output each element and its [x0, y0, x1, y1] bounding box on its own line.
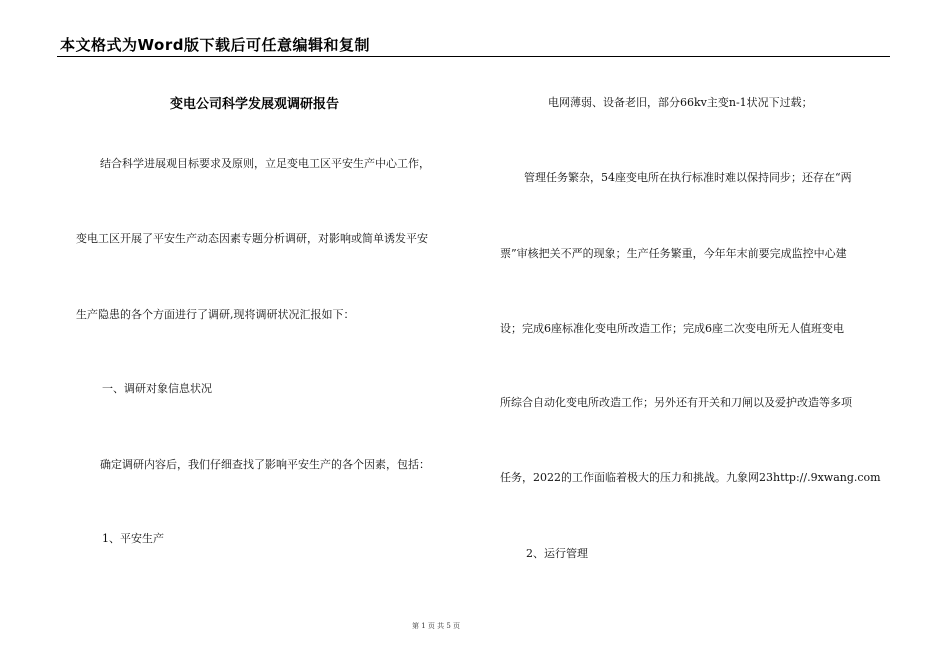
subsection-heading-2: 2、运行管理	[526, 547, 588, 560]
right-line-5: 所综合自动化变电所改造工作；另外还有开关和刀闸以及爱护改造等多项	[500, 396, 852, 409]
left-line-2: 变电工区开展了平安生产动态因素专题分析调研，对影响或简单诱发平安	[76, 232, 428, 245]
left-line-1: 结合科学进展观目标要求及原则，立足变电工区平安生产中心工作，	[100, 157, 430, 170]
section-heading-1: 一、调研对象信息状况	[102, 382, 212, 395]
right-line-3: 票”审核把关不严的现象；生产任务繁重，今年年末前要完成监控中心建	[500, 247, 847, 260]
page-number: 第 1 页 共 5 页	[412, 622, 461, 630]
right-line-1: 电网薄弱、设备老旧，部分66kv主变n-1状况下过载；	[548, 96, 813, 109]
document-header: 本文格式为Word版下载后可任意编辑和复制	[60, 36, 370, 54]
subsection-heading-1: 1、平安生产	[102, 532, 164, 545]
left-line-3: 生产隐患的各个方面进行了调研,现将调研状况汇报如下：	[76, 308, 355, 321]
right-line-6: 任务，2022的工作面临着极大的压力和挑战。九象网23http://.9xwang.com	[500, 471, 881, 484]
right-line-2: 管理任务繁杂，54座变电所在执行标准时难以保持同步；还存在“两	[524, 171, 852, 184]
document-title: 变电公司科学发展观调研报告	[170, 97, 340, 112]
right-line-4: 设；完成6座标准化变电所改造工作；完成6座二次变电所无人值班变电	[500, 322, 844, 335]
left-line-5: 确定调研内容后，我们仔细查找了影响平安生产的各个因素，包括：	[100, 458, 430, 471]
header-divider	[57, 56, 890, 57]
